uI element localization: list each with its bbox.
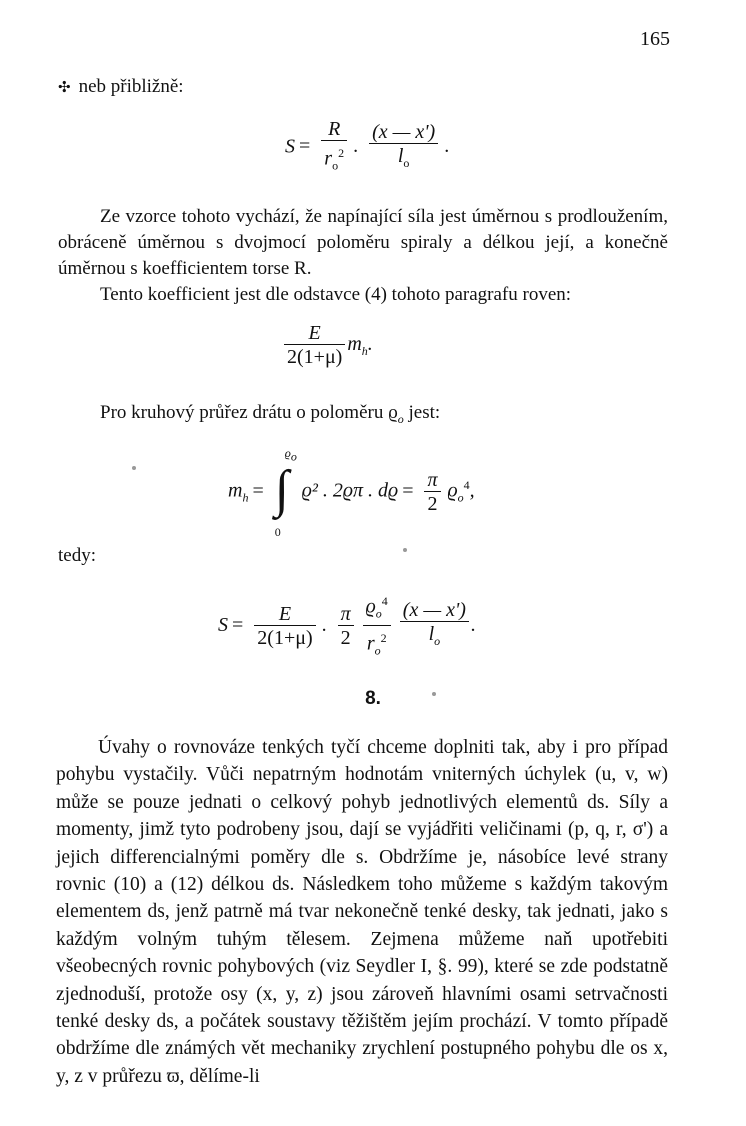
eq4-frac-1: $\frac{E}{2(1+\mu)}$ xyxy=(254,603,315,650)
integral-lower-limit: 0 xyxy=(274,525,281,539)
eq2-frac: $\frac{E}{2(1+\mu)}$ xyxy=(284,322,345,369)
eq4-lhs: S xyxy=(218,613,228,636)
eq3-tail: ϱ xyxy=(447,479,458,502)
equation-3: $m_h$ = $ϱ_o$ ∫ 0 ϱ² . 2ϱπ . dϱ = $\frac{\pi}{2}$ $ϱ_o^4$, xyxy=(228,446,475,539)
section-heading: 8. xyxy=(365,688,381,709)
tedy-line: tedy: xyxy=(58,545,96,566)
cross-mark-icon: ✣ xyxy=(58,80,71,96)
eq1-frac-2: $\frac{(x — x')}{l_o}$ xyxy=(369,121,438,175)
pro-line-text: Pro kruhový průřez drátu o poloměru ϱ xyxy=(100,402,398,423)
paragraph-2-text: Úvahy o rovnováze tenkých tyčí chceme doplniti tak, aby i pro případ pohybu vystačily. Vůči nepatrným hodnotám vniterných úchylek (u, v, w) může se pouze jednati o celkový pohyb jednotlivých elementů ds. Síly a momenty, jimž tyto podrobeny jsou, dají se vyjádřiti veličinami (p, q, r, σ') a jejich differencialnými poměry dle s. Obdržíme je, násobíce levé strany rovnic (10) a (12) délkou ds. Následkem toho můžeme s každým takovým elementem ds, jenž patrně má tvar nekonečně tenké desky, tak jednati, jako s každým volným tuhým tělesem. Zejmena můžeme naň upotřebiti všeobecných rovnic pohybových (viz Seydler I, §. 99), které se zde podstatně zjednoduší, protože osy (x, y, z) jsou zároveň hlavními osami setrvačnosti tenké desky ds, a počátek soustavy těžištěm jejím prochází. V tomto případě obdržíme dle známých vět mechaniky zrychlení postupného pohybu dle os x, y, z v průřezu ϖ, dělíme-li xyxy=(56,737,668,1087)
integral-sign-icon: $ϱ_o$ ∫ 0 xyxy=(274,446,297,539)
pro-line-end: jest: xyxy=(408,402,441,423)
eq3-frac: $\frac{\pi}{2}$ xyxy=(424,469,440,516)
eq4-frac-3: $\frac{ϱ_o^4}{r_o^2}$ xyxy=(363,590,391,662)
paragraph-1 xyxy=(58,204,668,308)
eq1-frac-1: $\frac{R}{r_o^2}$ xyxy=(321,118,347,178)
equation-1: S = $\frac{R}{r_o^2}$ . $\frac{(x — x')}{l_o}$ . xyxy=(285,118,453,178)
integral-upper-limit: ϱ xyxy=(284,446,291,460)
paragraph-2 xyxy=(56,734,668,1090)
eq3-lhs: m xyxy=(228,479,243,502)
pro-line: Pro kruhový průřez drátu o poloměru $ϱ_o$ jest: xyxy=(100,402,441,426)
equation-4: S = $\frac{E}{2(1+\mu)}$ . $\frac{\pi}{2}$ $\frac{ϱ_o^4}{r_o^2}$ $\frac{(x — x')}{l_o}$ . xyxy=(218,590,476,662)
intro-text: neb přibližně: xyxy=(78,76,184,97)
speck-mark xyxy=(432,692,436,696)
paragraph-1-text-2: Tento koefficient jest dle odstavce (4) tohoto paragrafu roven: xyxy=(100,284,572,305)
paragraph-1-text: Ze vzorce tohoto vychází, že napínající síla jest úměrnou s prodloužením, obráceně úměrnou s dvojmocí poloměru spiraly a délkou její, a konečně úměrnou s koefficientem torse R. xyxy=(58,206,668,279)
speck-mark xyxy=(132,466,136,470)
page-number: 165 xyxy=(640,28,670,50)
eq4-frac-4: $\frac{(x — x')}{l_o}$ xyxy=(400,599,469,653)
eq2-factor: m xyxy=(347,333,362,356)
eq3-integrand: ϱ² . 2ϱπ . dϱ xyxy=(301,479,399,502)
eq4-frac-2: $\frac{\pi}{2}$ xyxy=(338,603,354,650)
intro-line xyxy=(58,76,184,98)
speck-mark xyxy=(403,548,407,552)
eq1-lhs: S xyxy=(285,135,295,158)
equation-2: $\frac{E}{2(1+\mu)}$ $m_h$. xyxy=(282,322,373,369)
